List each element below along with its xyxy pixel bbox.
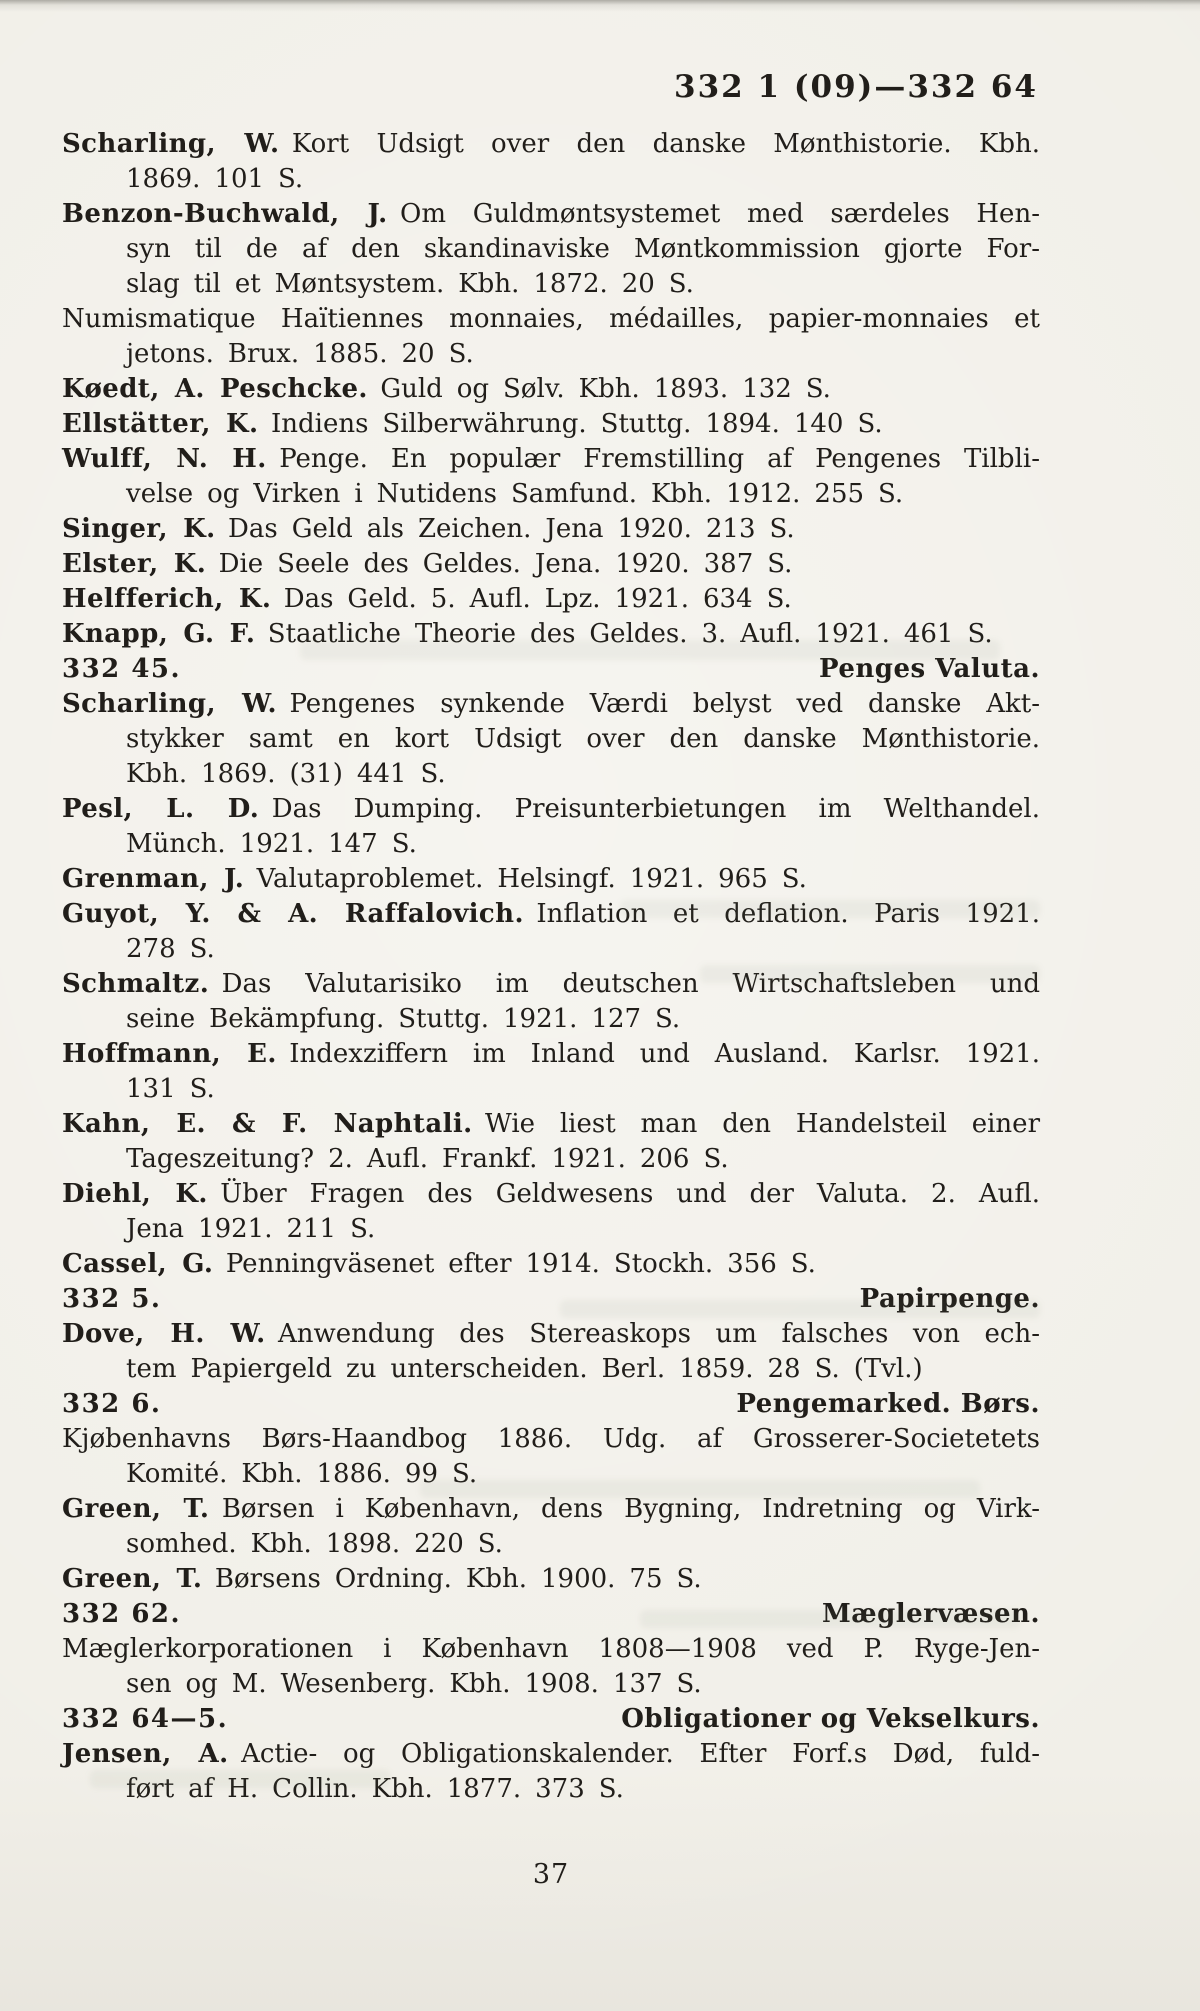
- entry-text: Anwendung des Stereaskops um falsches von ech-: [278, 1319, 1041, 1349]
- bibliography-entry: [62, 1562, 1040, 1597]
- entry-text: sen og M. Wesenberg. Kbh. 1908. 137 S.: [126, 1669, 702, 1699]
- entry-author: Hoffmann, E.: [62, 1039, 277, 1069]
- bibliography-entry: [62, 1422, 1040, 1492]
- entry-text: Numismatique Haïtiennes monnaies, médailles, papier-monnaies et: [62, 304, 1040, 334]
- bibliography-entry: [62, 897, 1040, 967]
- entry-author: Green, T.: [62, 1564, 203, 1594]
- entry-line: [62, 932, 1040, 967]
- entry-text: Das Dumping. Preisunterbietungen im Welthandel.: [271, 794, 1040, 824]
- entry-text: jetons. Brux. 1885. 20 S.: [126, 339, 474, 369]
- entry-text: Børsen i København, dens Bygning, Indretning og Virk-: [221, 1494, 1040, 1524]
- entry-text: Inflation et deflation. Paris 1921.: [536, 899, 1040, 929]
- entry-line: [62, 1212, 1040, 1247]
- entry-line: [62, 687, 1040, 722]
- bibliography-entry: [62, 302, 1040, 372]
- entry-text: somhed. Kbh. 1898. 220 S.: [126, 1529, 503, 1559]
- entry-line: [62, 232, 1040, 267]
- entry-text: Münch. 1921. 147 S.: [126, 829, 417, 859]
- entry-author: Wulff, N. H.: [62, 444, 267, 474]
- entry-line: [62, 372, 1040, 407]
- section-row: [62, 1282, 1040, 1317]
- entry-line: [62, 1247, 1040, 1282]
- entry-line: [62, 1562, 1040, 1597]
- section-code: 332 62.: [62, 1599, 182, 1629]
- bibliography-entry: [62, 547, 1040, 582]
- classification-range: 332 1 (09)—332 64: [674, 69, 1038, 105]
- entry-line: [62, 1492, 1040, 1527]
- section-title: Penges Valuta.: [818, 654, 1040, 684]
- entry-text: tem Papiergeld zu unterscheiden. Berl. 1859. 28 S. (Tvl.): [126, 1354, 923, 1384]
- entry-line: [62, 757, 1040, 792]
- entry-text: Das Valutarisiko im deutschen Wirtschaftsleben und: [221, 969, 1040, 999]
- entry-line: [62, 1177, 1040, 1212]
- entry-line: [62, 617, 1040, 652]
- entry-text: Børsens Ordning. Kbh. 1900. 75 S.: [214, 1564, 702, 1594]
- entry-line: [62, 1737, 1040, 1772]
- entry-line: [62, 1317, 1040, 1352]
- entry-text: Actie- og Obligationskalender. Efter Forf.s Død, fuld-: [241, 1739, 1040, 1769]
- entry-author: Pesl, L. D.: [62, 794, 260, 824]
- entry-author: Guyot, Y. & A. Raffalovich.: [62, 899, 524, 929]
- entry-line: [62, 1527, 1040, 1562]
- section-title: Obligationer og Vekselkurs.: [621, 1704, 1040, 1734]
- section-code: 332 45.: [62, 654, 182, 684]
- bibliography-entry: [62, 1177, 1040, 1247]
- entry-text: slag til et Møntsystem. Kbh. 1872. 20 S.: [126, 269, 694, 299]
- entry-author: Diehl, K.: [62, 1179, 208, 1209]
- bibliography-list: [62, 127, 1040, 1807]
- entry-text: ført af H. Collin. Kbh. 1877. 373 S.: [126, 1774, 624, 1804]
- entry-line: [62, 1632, 1040, 1667]
- entry-line: [62, 792, 1040, 827]
- entry-text: seine Bekämpfung. Stuttg. 1921. 127 S.: [126, 1004, 681, 1034]
- section-code: 332 6.: [62, 1389, 162, 1419]
- bibliography-entry: [62, 967, 1040, 1037]
- entry-line: [62, 827, 1040, 862]
- entry-line: [62, 442, 1040, 477]
- entry-line: [62, 1772, 1040, 1807]
- entry-line: [62, 407, 1040, 442]
- entry-author: Elster, K.: [62, 549, 207, 579]
- entry-line: [62, 1002, 1040, 1037]
- section-title: Papirpenge.: [859, 1284, 1040, 1314]
- entry-text: Om Guldmøntsystemet med særdeles Hen-: [400, 199, 1040, 229]
- bibliography-entry: [62, 197, 1040, 302]
- entry-author: Køedt, A. Peschcke.: [62, 374, 368, 404]
- entry-line: [62, 197, 1040, 232]
- section-title: Mæglervæsen.: [821, 1599, 1040, 1629]
- entry-text: Mæglerkorporationen i København 1808—1908 ved P. Ryge-Jen-: [62, 1634, 1040, 1664]
- bibliography-entry: [62, 1037, 1040, 1107]
- entry-author: Jensen, A.: [62, 1739, 229, 1769]
- bibliography-entry: [62, 127, 1040, 197]
- entry-text: syn til de af den skandinaviske Møntkommission gjorte For-: [126, 234, 1040, 264]
- entry-line: [62, 722, 1040, 757]
- entry-text: Kbh. 1869. (31) 441 S.: [126, 759, 446, 789]
- entry-line: [62, 1037, 1040, 1072]
- entry-text: Penge. En populær Fremstilling af Pengenes Tilbli-: [279, 444, 1040, 474]
- entry-text: Indexziffern im Inland und Ausland. Karlsr. 1921.: [289, 1039, 1040, 1069]
- entry-author: Singer, K.: [62, 514, 216, 544]
- bibliography-entry: [62, 442, 1040, 512]
- entry-text: Komité. Kbh. 1886. 99 S.: [126, 1459, 478, 1489]
- entry-text: Jena 1921. 211 S.: [126, 1214, 376, 1244]
- entry-author: Benzon-Buchwald, J.: [62, 199, 388, 229]
- entry-line: [62, 302, 1040, 337]
- entry-text: Tageszeitung? 2. Aufl. Frankf. 1921. 206 S.: [126, 1144, 729, 1174]
- entry-text: stykker samt en kort Udsigt over den danske Mønthistorie.: [126, 724, 1040, 754]
- entry-author: Scharling, W.: [62, 129, 280, 159]
- entry-text: Wie liest man den Handelsteil einer: [485, 1109, 1040, 1139]
- entry-author: Scharling, W.: [62, 689, 277, 719]
- bibliography-entry: [62, 512, 1040, 547]
- bibliography-entry: [62, 1247, 1040, 1282]
- section-row: [62, 1387, 1040, 1422]
- entry-line: [62, 582, 1040, 617]
- entry-text: Kjøbenhavns Børs-Haandbog 1886. Udg. af Grosserer-Societetets: [62, 1424, 1040, 1454]
- bibliography-entry: [62, 1737, 1040, 1807]
- section-row: [62, 1702, 1040, 1737]
- section-row: [62, 652, 1040, 687]
- entry-line: [62, 897, 1040, 932]
- entry-line: [62, 547, 1040, 582]
- entry-line: [62, 477, 1040, 512]
- section-title: Pengemarked. Børs.: [736, 1389, 1040, 1419]
- entry-line: [62, 162, 1040, 197]
- entry-text: Die Seele des Geldes. Jena. 1920. 387 S.: [218, 549, 793, 579]
- entry-text: Das Geld. 5. Aufl. Lpz. 1921. 634 S.: [283, 584, 792, 614]
- bibliography-entry: [62, 862, 1040, 897]
- bibliography-entry: [62, 617, 1040, 652]
- entry-text: Valutaproblemet. Helsingf. 1921. 965 S.: [256, 864, 807, 894]
- entry-author: Green, T.: [62, 1494, 210, 1524]
- entry-line: [62, 267, 1040, 302]
- entry-text: Das Geld als Zeichen. Jena 1920. 213 S.: [228, 514, 795, 544]
- entry-line: [62, 967, 1040, 1002]
- entry-author: Ellstätter, K.: [62, 409, 259, 439]
- entry-text: 278 S.: [126, 934, 215, 964]
- entry-line: [62, 862, 1040, 897]
- entry-line: [62, 512, 1040, 547]
- entry-line: [62, 337, 1040, 372]
- entry-text: Guld og Sølv. Kbh. 1893. 132 S.: [380, 374, 831, 404]
- entry-line: [62, 1107, 1040, 1142]
- entry-line: [62, 1352, 1040, 1387]
- entry-line: [62, 1142, 1040, 1177]
- entry-line: [62, 127, 1040, 162]
- entry-line: [62, 1072, 1040, 1107]
- page-header: [62, 70, 1038, 105]
- bibliography-entry: [62, 1632, 1040, 1702]
- entry-line: [62, 1457, 1040, 1492]
- bibliography-entry: [62, 792, 1040, 862]
- bibliography-entry: [62, 687, 1040, 792]
- section-code: 332 5.: [62, 1284, 162, 1314]
- bibliography-entry: [62, 372, 1040, 407]
- entry-text: Pengenes synkende Værdi belyst ved danske Akt-: [289, 689, 1040, 719]
- entry-author: Schmaltz.: [62, 969, 210, 999]
- page-number: 37: [532, 1859, 570, 1890]
- entry-text: Über Fragen des Geldwesens und der Valuta. 2. Aufl.: [220, 1179, 1040, 1209]
- entry-text: velse og Virken i Nutidens Samfund. Kbh. 1912. 255 S.: [126, 479, 904, 509]
- entry-text: 131 S.: [126, 1074, 215, 1104]
- section-code: 332 64—5.: [62, 1704, 229, 1734]
- entry-author: Grenman, J.: [62, 864, 245, 894]
- entry-author: Knapp, G. F.: [62, 619, 256, 649]
- entry-text: Indiens Silberwährung. Stuttg. 1894. 140 S.: [270, 409, 883, 439]
- bibliography-entry: [62, 1107, 1040, 1177]
- bibliography-entry: [62, 407, 1040, 442]
- entry-text: 1869. 101 S.: [126, 164, 304, 194]
- entry-author: Cassel, G.: [62, 1249, 214, 1279]
- entry-author: Kahn, E. & F. Naphtali.: [62, 1109, 473, 1139]
- bibliography-entry: [62, 1492, 1040, 1562]
- section-row: [62, 1597, 1040, 1632]
- entry-author: Dove, H. W.: [62, 1319, 266, 1349]
- entry-line: [62, 1667, 1040, 1702]
- entry-text: Kort Udsigt over den danske Mønthistorie. Kbh.: [291, 129, 1040, 159]
- entry-text: Penningväsenet efter 1914. Stockh. 356 S.: [225, 1249, 816, 1279]
- entry-author: Helfferich, K.: [62, 584, 272, 614]
- bibliography-entry: [62, 582, 1040, 617]
- entry-text: Staatliche Theorie des Geldes. 3. Aufl. 1921. 461 S.: [267, 619, 993, 649]
- entry-line: [62, 1422, 1040, 1457]
- bibliography-entry: [62, 1317, 1040, 1387]
